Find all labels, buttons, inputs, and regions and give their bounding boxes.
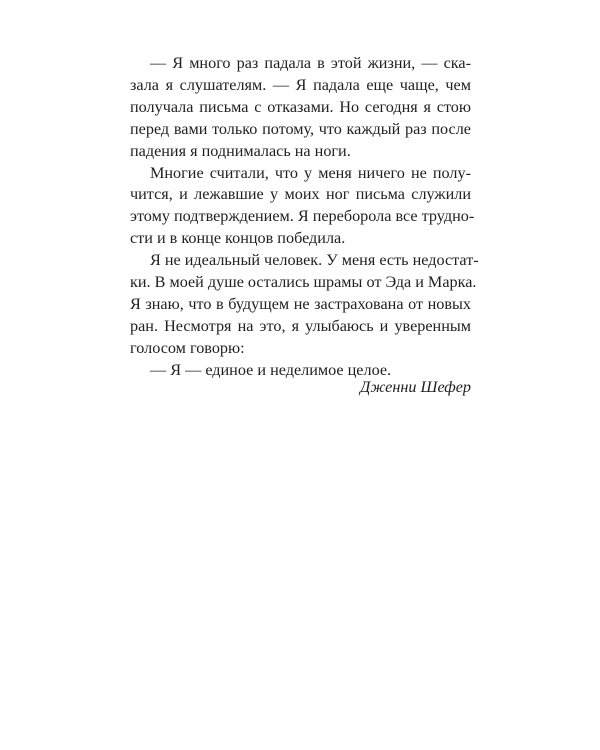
body-text bbox=[130, 53, 479, 382]
text-line: чится, и лежавшие у моих ног письма служили bbox=[130, 185, 471, 204]
text-line: Я знаю, что в будущем не застрахована от новых bbox=[130, 294, 471, 313]
text-line: Многие считали, что у меня ничего не полу- bbox=[150, 163, 471, 182]
text-line: падения я поднималась на ноги. bbox=[130, 141, 351, 160]
text-line: зала я слушателям. — Я падала еще чаще, чем bbox=[130, 75, 471, 94]
text-line: голосом говорю: bbox=[130, 338, 245, 357]
text-line: — Я — единое и неделимое целое. bbox=[150, 360, 392, 379]
text-line: ки. В моей душе остались шрамы от Эда и Марка. bbox=[130, 273, 477, 292]
text-line: — Я много раз падала в этой жизни, — ска- bbox=[150, 54, 471, 72]
text-line: получала письма с отказами. Но сегодня я стою bbox=[130, 97, 471, 116]
text-line: этому подтверждением. Я переборола все трудно- bbox=[130, 207, 475, 226]
text-line: ран. Несмотря на это, я улыбаюсь и уверенным bbox=[130, 316, 471, 335]
text-line: Я не идеальный человек. У меня есть недостат- bbox=[150, 251, 479, 270]
text-line: перед вами только потому, что каждый раз после bbox=[130, 119, 471, 138]
author-signature: Дженни Шефер bbox=[360, 378, 471, 396]
text-line: сти и в конце концов победила. bbox=[130, 229, 346, 248]
